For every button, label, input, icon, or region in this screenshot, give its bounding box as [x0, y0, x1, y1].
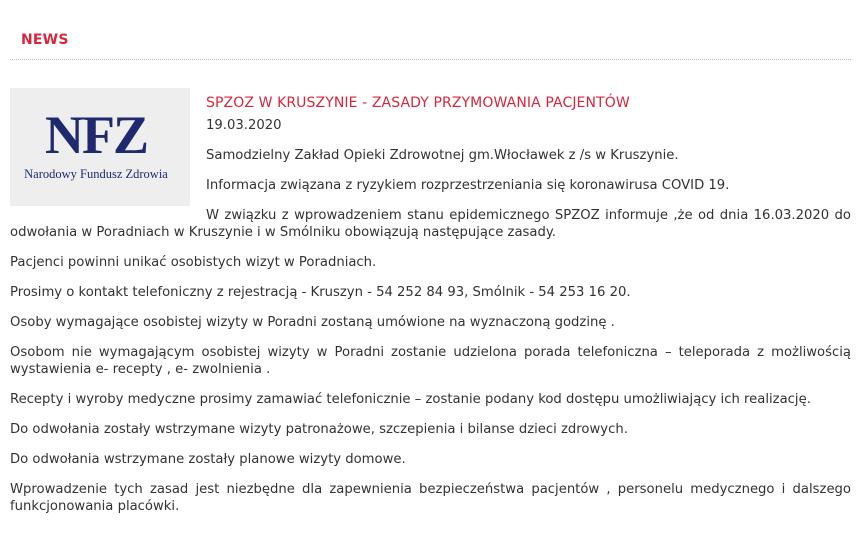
article-paragraph: Do odwołania zostały wstrzymane wizyty patronażowe, szczepienia i bilanse dzieci zdrowych. [10, 422, 628, 437]
logo-mark: NFZ [45, 105, 147, 165]
article-paragraph: Informacja związana z ryzykiem rozprzestrzeniania się koronawirusa COVID 19. [206, 178, 730, 193]
article-title[interactable]: SPZOZ W KRUSZYNIE - ZASADY PRZYMOWANIA PACJENTÓW [206, 95, 630, 111]
article-date: 19.03.2020 [206, 118, 282, 133]
article-paragraph: Pacjenci powinni unikać osobistych wizyt w Poradniach. [10, 255, 377, 270]
news-article [10, 84, 851, 515]
article-paragraph: Wprowadzenie tych zasad jest niezbędne dla zapewnienia bezpieczeństwa pacjentów , personelu medycznego i dalszego funkcjonowania placówki. [10, 482, 851, 514]
section-title: NEWS [21, 32, 69, 48]
article-paragraph: W związku z wprowadzeniem stanu epidemicznego SPZOZ informuje ,że od dnia 16.03.2020 do odwołania w Poradniach w Kruszynie i w Smólniku obowiązują następujące zasady. [10, 208, 851, 240]
logo-subtitle: Narodowy Fundusz Zdrowia [24, 167, 168, 181]
article-paragraph: Osobom nie wymagającym osobistej wizyty w Poradni zostanie udzielona porada telefoniczna – teleporada z możliwością wystawienia e- recepty , e- zwolnienia . [10, 345, 851, 377]
section-divider [10, 59, 851, 60]
article-paragraph: Recepty i wyroby medyczne prosimy zamawiać telefonicznie – zostanie podany kod dostępu umożliwiający ich realizację. [10, 392, 811, 407]
nfz-logo-icon[interactable] [10, 88, 190, 206]
article-paragraph: Osoby wymagające osobistej wizyty w Poradni zostaną umówione na wyznaczoną godzinę . [10, 315, 615, 330]
article-paragraph: Samodzielny Zakład Opieki Zdrowotnej gm.Włocławek z /s w Kruszynie. [206, 148, 679, 163]
article-paragraph: Do odwołania wstrzymane zostały planowe wizyty domowe. [10, 452, 406, 467]
nfz-logo-graphic [10, 88, 190, 206]
article-paragraph: Prosimy o kontakt telefoniczny z rejestracją - Kruszyn - 54 252 84 93, Smólnik - 54 253 16 20. [10, 285, 631, 300]
